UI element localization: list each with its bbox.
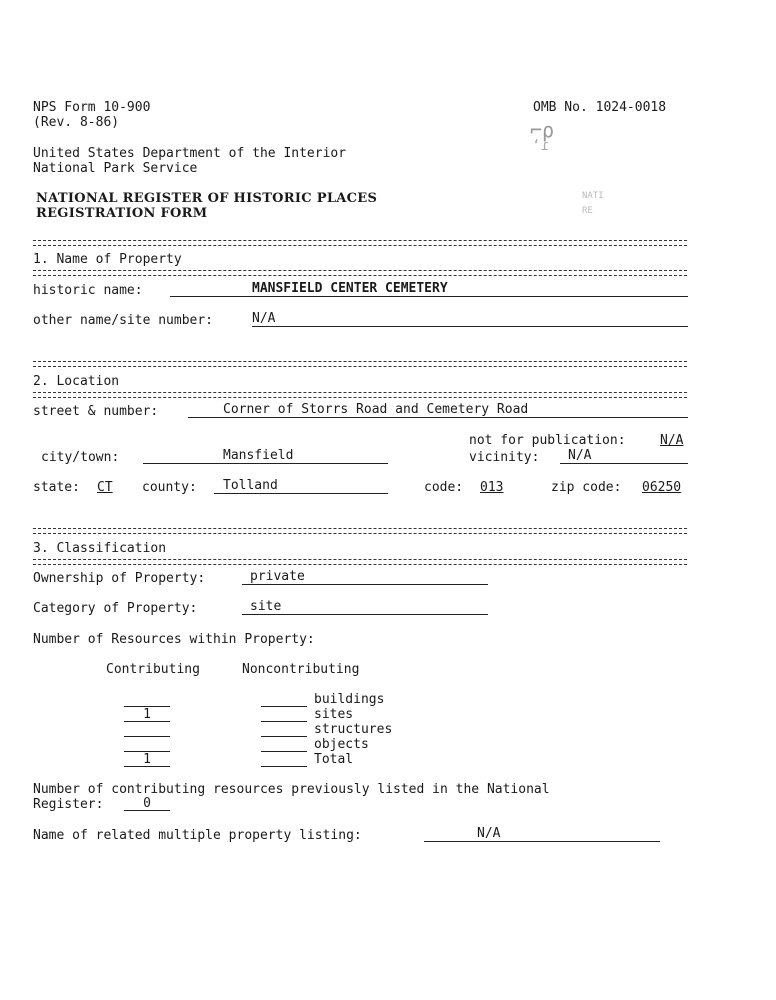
category-label: Category of Property:	[33, 601, 198, 616]
contributing-sites-field[interactable]: 1	[124, 707, 170, 722]
resource-row-label: structures	[314, 722, 393, 737]
noncontributing-buildings-field[interactable]	[261, 692, 307, 707]
state-value[interactable]: CT	[97, 480, 113, 495]
form-title-line-2: REGISTRATION FORM	[36, 206, 208, 221]
category-value: site	[250, 599, 282, 614]
ownership-label: Ownership of Property:	[33, 571, 206, 586]
previous-listed-text: Number of contributing resources previously listed in the National	[33, 782, 550, 797]
resource-row-label: sites	[314, 707, 354, 722]
nfp-label: not for publication:	[469, 433, 626, 448]
noncontributing-sites-field[interactable]	[261, 707, 307, 722]
county-label: county:	[142, 480, 197, 495]
other-name-label: other name/site number:	[33, 313, 214, 328]
contributing-column-header: Contributing	[106, 662, 200, 677]
nfp-value[interactable]: N/A	[660, 433, 684, 448]
section-divider	[33, 559, 687, 565]
ownership-field[interactable]	[242, 569, 488, 585]
vicinity-label: vicinity:	[469, 450, 540, 465]
category-field[interactable]	[242, 599, 488, 615]
noncontributing-objects-field[interactable]	[261, 737, 307, 752]
section-divider	[33, 392, 687, 398]
noncontributing-total-field[interactable]	[261, 752, 307, 767]
form-revision: (Rev. 8-86)	[33, 115, 120, 130]
noncontributing-structures-field[interactable]	[261, 722, 307, 737]
resources-label: Number of Resources within Property:	[33, 632, 315, 647]
code-label: code:	[424, 480, 464, 495]
section-3-heading: 3. Classification	[33, 541, 167, 556]
city-label: city/town:	[41, 450, 120, 465]
street-value: Corner of Storrs Road and Cemetery Road	[223, 402, 529, 417]
section-2-heading: 2. Location	[33, 374, 120, 389]
zip-value[interactable]: 06250	[642, 480, 682, 495]
other-name-field[interactable]	[252, 311, 688, 327]
omb-number: OMB No. 1024-0018	[533, 100, 667, 115]
resource-row-label: Total	[314, 752, 354, 767]
historic-name-field[interactable]	[170, 281, 688, 297]
resource-row-label: buildings	[314, 692, 385, 707]
section-divider	[33, 361, 687, 367]
noncontributing-column-header: Noncontributing	[242, 662, 360, 677]
received-stamp-mark-2: ‘ɾ	[532, 138, 549, 154]
agency-line-1: United States Department of the Interior	[33, 146, 347, 161]
contributing-objects-field[interactable]	[124, 737, 170, 752]
street-field[interactable]	[188, 402, 688, 418]
historic-name-label: historic name:	[33, 283, 143, 298]
zip-label: zip code:	[551, 480, 622, 495]
street-label: street & number:	[33, 404, 159, 419]
section-divider	[33, 270, 687, 276]
contributing-total-field[interactable]: 1	[124, 752, 170, 767]
city-value: Mansfield	[223, 448, 294, 463]
ownership-value: private	[250, 569, 305, 584]
other-name-value: N/A	[252, 311, 276, 326]
county-value: Tolland	[223, 478, 278, 493]
resource-row-label: objects	[314, 737, 369, 752]
multiple-listing-label: Name of related multiple property listing:	[33, 828, 362, 843]
city-field[interactable]	[143, 448, 388, 464]
multiple-listing-field[interactable]	[424, 826, 660, 842]
faded-stamp-text-1: NATI	[582, 191, 604, 201]
historic-name-value: MANSFIELD CENTER CEMETERY	[252, 281, 448, 296]
section-1-heading: 1. Name of Property	[33, 252, 182, 267]
contributing-structures-field[interactable]	[124, 722, 170, 737]
vicinity-field[interactable]	[560, 448, 688, 464]
form-title-line-1: NATIONAL REGISTER OF HISTORIC PLACES	[36, 191, 378, 206]
contributing-buildings-field[interactable]	[124, 692, 170, 707]
agency-line-2: National Park Service	[33, 161, 198, 176]
section-divider	[33, 240, 687, 246]
code-value[interactable]: 013	[480, 480, 504, 495]
register-label: Register:	[33, 797, 104, 812]
multiple-listing-value: N/A	[477, 826, 501, 841]
received-stamp-mark: ⌐ρ	[530, 118, 555, 142]
section-divider	[33, 528, 687, 534]
state-label: state:	[33, 480, 80, 495]
form-number: NPS Form 10-900	[33, 100, 151, 115]
county-field[interactable]	[214, 478, 388, 494]
vicinity-value: N/A	[568, 448, 592, 463]
faded-stamp-text-2: RE	[582, 206, 593, 216]
previous-listed-field[interactable]: 0	[124, 796, 170, 811]
